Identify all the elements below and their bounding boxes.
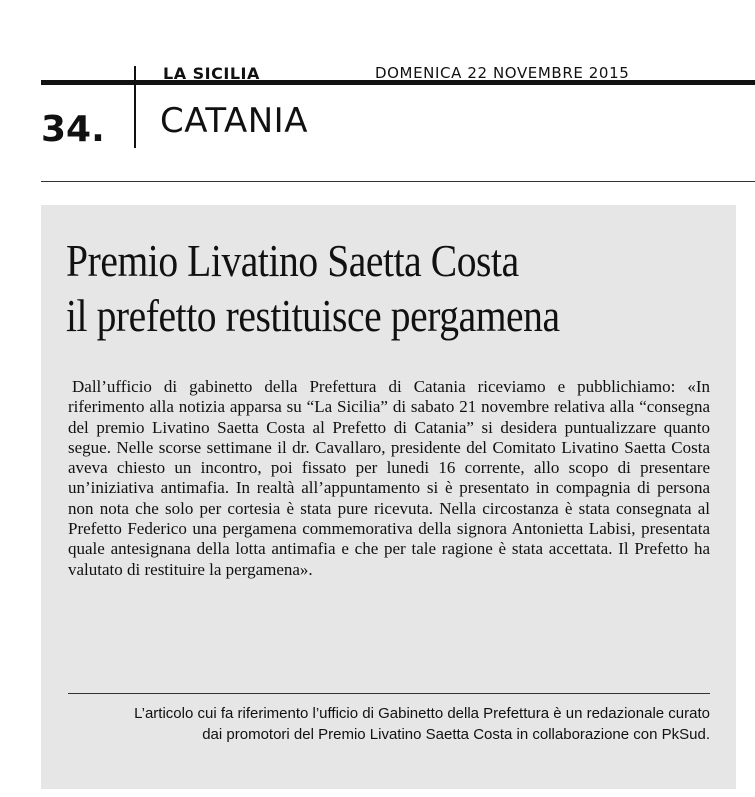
article-headline [66,233,634,343]
issue-date: DOMENICA 22 NOVEMBRE 2015 [375,64,630,82]
masthead-divider [134,66,136,148]
headline-line-2: il prefetto restituisce pergamena [66,290,560,341]
article-body: Dall’ufficio di gabinetto della Prefettura di Catania riceviamo e pubblichiamo: «In riferimento alla notizia apparsa su “La Sicilia” di sabato 21 novembre relativa alla “consegna del premio Livatino Saetta Costa al Prefetto di Catania” si desidera puntualizzare quanto segue. Nelle scorse settimane il dr. Cavallaro, presidente del Comitato Livatino Saetta Costa aveva chiesto un incontro, poi fissato per lunedi 16 corrente, allo scopo di presentare un’iniziativa antimafia. In realtà all’appuntamento si è presentato in compagnia di persona non nota che solo per cortesia è stata pure ricevuta. Nella circostanza è stata consegnata al Prefetto Federico una pergamena commemorativa della signora Antonietta Labisi, presentata quale antesignana della lotta antimafia e che per tale ragione è stata accettata. Il Prefetto ha valutato di restituire la pergamena». [68,377,710,579]
section-rule [41,181,755,182]
paper-name: LA SICILIA [163,64,260,83]
editorial-note: L’articolo cui fa riferimento l’ufficio di Gabinetto della Prefettura è un redazionale curato dai promotori del Premio Livatino Saetta Costa in collaborazione con PkSud. [134,705,710,743]
headline-line-1: Premio Livatino Saetta Costa [66,235,519,286]
page-number: 34. [41,109,105,150]
section-name: CATANIA [160,101,308,141]
note-rule [68,693,710,694]
